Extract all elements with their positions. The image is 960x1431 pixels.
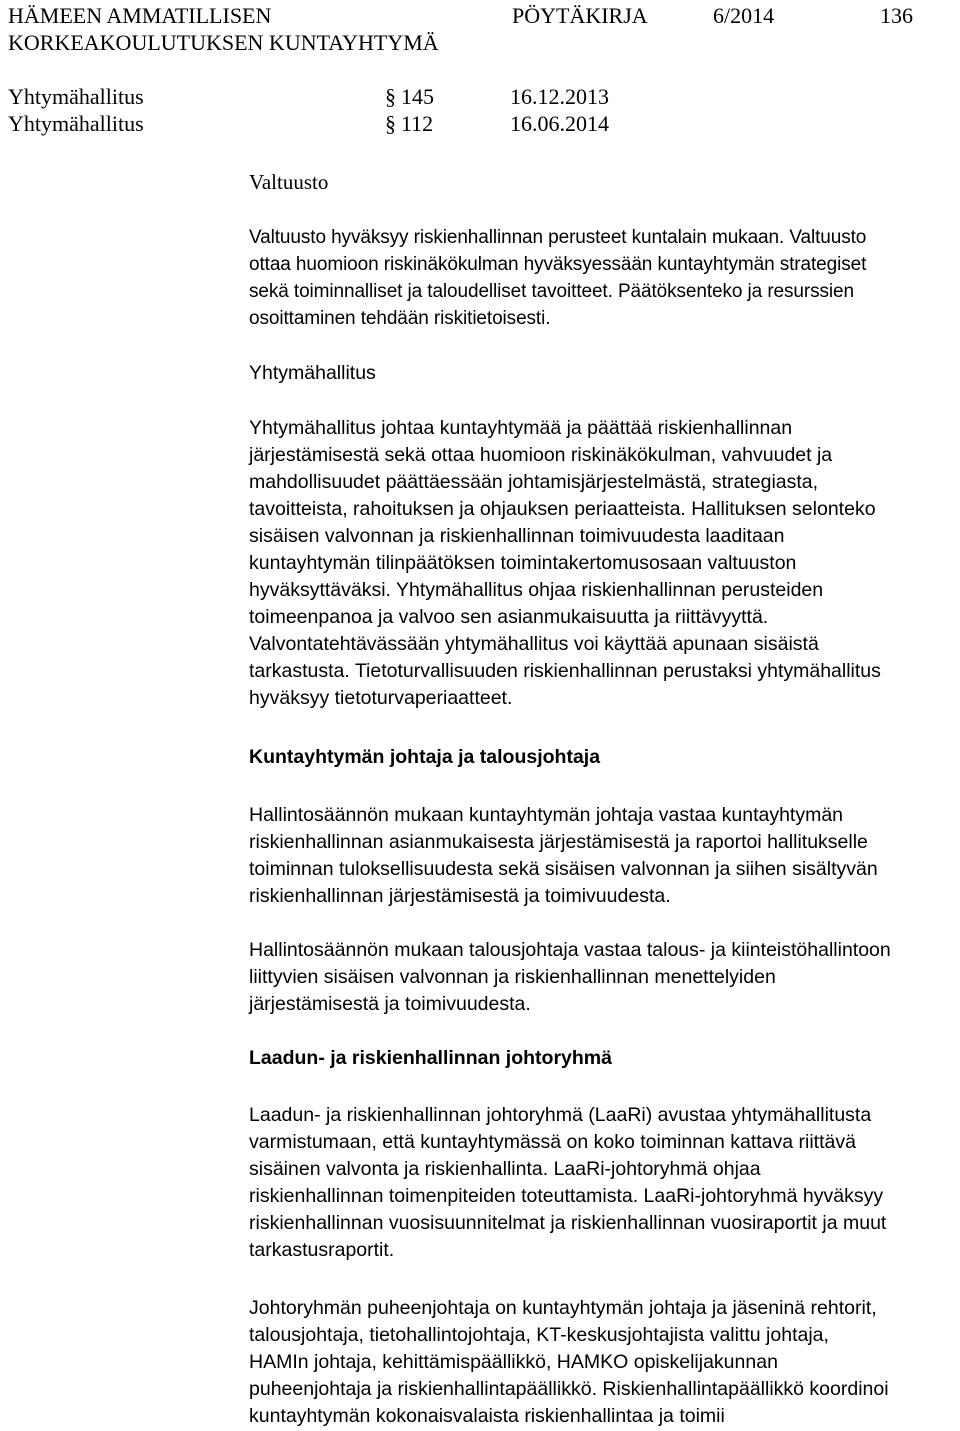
text-line: varmistumaan, että kuntayhtymässä on koko toiminnan kattava riittävä: [249, 1131, 856, 1153]
text-line: Hallintosäännön mukaan kuntayhtymän johtaja vastaa kuntayhtymän: [249, 804, 844, 826]
section-heading-valtuusto: Valtuusto: [249, 170, 329, 194]
text-line: Yhtymähallitus johtaa kuntayhtymää ja päättää riskienhallinnan: [249, 417, 793, 439]
section-heading-johtoryhma: Laadun- ja riskienhallinnan johtoryhmä: [249, 1047, 612, 1069]
section-heading-yhtymahallitus: Yhtymähallitus: [249, 362, 376, 384]
text-line: kuntayhtymän kokonaisvalaista riskienhallintaa ja toimii: [249, 1405, 725, 1427]
text-line: osoittaminen tehdään riskitietoisesti.: [249, 308, 551, 329]
organization-name-line1: HÄMEEN AMMATILLISEN: [8, 3, 272, 28]
text-line: Valvontatehtävässään yhtymähallitus voi käyttää apunaan sisäistä: [249, 633, 819, 655]
text-line: ottaa huomioon riskinäkökulman hyväksyessään kuntayhtymän strategiset: [249, 254, 867, 275]
section-heading-johtaja: Kuntayhtymän johtaja ja talousjohtaja: [249, 746, 601, 768]
text-line: mahdollisuudet päättäessään johtamisjärjestelmästä, strategiasta,: [249, 471, 819, 493]
section-body-valtuusto: [249, 224, 866, 332]
text-line: kuntayhtymän tilinpäätöksen toimintakertomusosaan valtuuston: [249, 552, 797, 574]
section-body-johtaja-p1: [249, 802, 878, 910]
text-line: Johtoryhmän puheenjohtaja on kuntayhtymän johtaja ja jäseninä rehtorit,: [249, 1297, 877, 1319]
reference-date: 16.12.2013: [510, 84, 609, 109]
text-line: sekä toiminnalliset ja taloudelliset tavoitteet. Päätöksenteko ja resurssien: [249, 281, 854, 302]
document-type: PÖYTÄKIRJA: [512, 3, 648, 28]
section-body-johtaja-p2: [249, 937, 891, 1018]
text-line: liittyvien sisäisen valvonnan ja riskienhallinnan menettelyiden: [249, 966, 776, 988]
document-number: 6/2014: [713, 3, 775, 28]
reference-date: 16.06.2014: [510, 111, 609, 136]
text-line: talousjohtaja, tietohallintojohtaja, KT-keskusjohtajista valittu johtaja,: [249, 1324, 829, 1346]
reference-body: Yhtymähallitus: [8, 111, 144, 136]
text-line: Laadun- ja riskienhallinnan johtoryhmä (LaaRi) avustaa yhtymähallitusta: [249, 1104, 872, 1126]
text-line: toimeenpanoa ja valvoo sen asianmukaisuutta ja riittävyyttä.: [249, 606, 769, 628]
text-line: sisäisen valvonnan ja riskienhallinnan toimivuudesta laaditaan: [249, 525, 785, 547]
text-line: puheenjohtaja ja riskienhallintapäällikkö. Riskienhallintapäällikkö koordinoi: [249, 1378, 889, 1400]
text-line: tarkastusraportit.: [249, 1239, 395, 1261]
text-line: riskienhallinnan asianmukaisesta järjestämisestä ja raportoi hallitukselle: [249, 831, 868, 853]
section-body-johtoryhma-p1: [249, 1102, 886, 1264]
organization-name-line2: KORKEAKOULUTUKSEN KUNTAYHTYMÄ: [8, 30, 439, 55]
text-line: järjestämisestä sekä ottaa huomioon riskinäkökulman, vahvuudet ja: [249, 444, 833, 466]
text-line: toiminnan tuloksellisuudesta sekä sisäisen valvonnan ja siihen sisältyvän: [249, 858, 878, 880]
text-line: riskienhallinnan vuosisuunnitelmat ja riskienhallinnan vuosiraportit ja muut: [249, 1212, 887, 1234]
section-sign: §: [385, 84, 396, 109]
text-line: tavoitteista, rahoituksen ja ohjauksen periaatteista. Hallituksen selonteko: [249, 498, 876, 520]
text-line: tarkastusta. Tietoturvallisuuden riskienhallinnan perustaksi yhtymähallitus: [249, 660, 881, 682]
reference-number: 112: [401, 111, 434, 136]
text-line: hyväksyttäväksi. Yhtymähallitus ohjaa riskienhallinnan perusteiden: [249, 579, 824, 601]
page-number: 136: [880, 3, 913, 28]
section-sign: §: [385, 111, 396, 136]
text-line: hyväksyy tietoturvaperiaatteet.: [249, 687, 513, 709]
text-line: riskienhallinnan toimenpiteiden toteuttamista. LaaRi-johtoryhmä hyväksyy: [249, 1185, 884, 1207]
text-line: riskienhallinnan järjestämisestä ja toimivuudesta.: [249, 885, 671, 907]
text-line: Valtuusto hyväksyy riskienhallinnan perusteet kuntalain mukaan. Valtuusto: [249, 227, 867, 248]
text-line: HAMIn johtaja, kehittämispäällikkö, HAMKO opiskelijakunnan: [249, 1351, 778, 1373]
section-body-johtoryhma-p2: [249, 1295, 889, 1430]
reference-body: Yhtymähallitus: [8, 84, 144, 109]
text-line: sisäinen valvonta ja riskienhallinta. LaaRi-johtoryhmä ohjaa: [249, 1158, 761, 1180]
text-line: Hallintosäännön mukaan talousjohtaja vastaa talous- ja kiinteistöhallintoon: [249, 939, 891, 961]
reference-number: 145: [401, 84, 434, 109]
text-line: järjestämisestä ja toimivuudesta.: [249, 993, 531, 1015]
section-body-yhtymahallitus: [249, 415, 881, 712]
